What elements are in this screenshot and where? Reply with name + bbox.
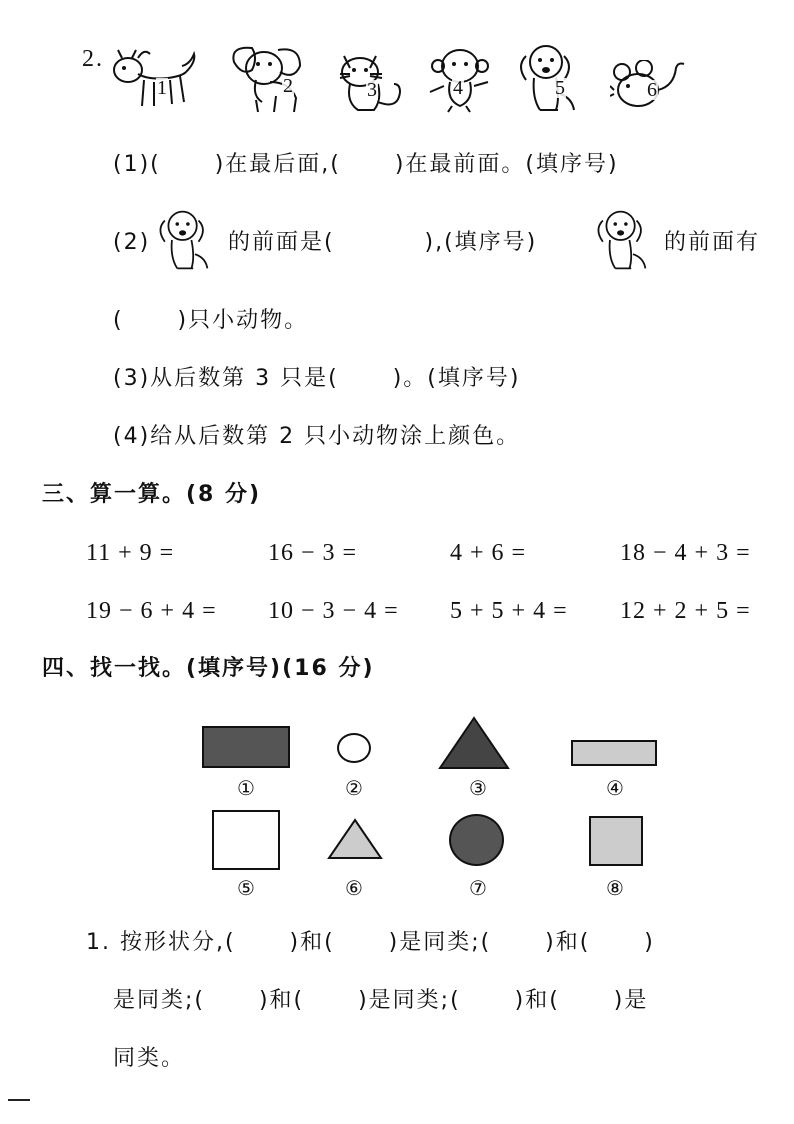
- section-4-title: 四、找一找。(填序号)(16 分): [42, 656, 375, 681]
- label-2: ②: [345, 776, 363, 800]
- q2-line-2b: 的前面是( ),(填序号): [228, 230, 538, 255]
- label-6: ⑥: [345, 876, 363, 900]
- animal-2: [226, 44, 314, 116]
- q4-1-line-1: 1. 按形状分,( )和( )是同类;( )和( ): [86, 930, 655, 955]
- expr-2-4: 12 + 2 + 5 =: [620, 598, 751, 624]
- label-5: ⑤: [237, 876, 255, 900]
- question-number: 2.: [82, 46, 104, 72]
- animal-number-3: 3: [367, 79, 377, 101]
- shape-6-light-triangle: [327, 818, 383, 860]
- expr-1-3: 4 + 6 =: [450, 540, 527, 566]
- label-8: ⑧: [606, 876, 624, 900]
- animal-5: [516, 42, 586, 114]
- q2-line-1: (1)( )在最后面,( )在最前面。(填序号): [113, 152, 619, 177]
- q2-line-2a: (2): [113, 230, 151, 255]
- expr-1-2: 16 − 3 =: [268, 540, 358, 566]
- dog-icon: [156, 208, 218, 272]
- animal-6: [610, 60, 690, 114]
- horse-icon: [108, 44, 200, 114]
- animal-number-4: 4: [453, 77, 463, 99]
- shape-1-dark-rectangle: [202, 726, 290, 768]
- label-1: ①: [237, 776, 255, 800]
- animal-number-1: 1: [157, 77, 167, 99]
- expr-1-1: 11 + 9 =: [86, 540, 175, 566]
- q4-1-line-3: 同类。: [113, 1046, 186, 1071]
- animal-4: [428, 44, 500, 114]
- expr-1-4: 18 − 4 + 3 =: [620, 540, 751, 566]
- animal-1: [108, 44, 200, 114]
- shape-2-white-circle: [337, 733, 371, 763]
- label-3: ③: [469, 776, 487, 800]
- dog-icon: [516, 42, 586, 114]
- shape-3-dark-triangle: [438, 716, 510, 770]
- shape-4-light-rectangle: [571, 740, 657, 766]
- elephant-icon: [226, 44, 314, 116]
- label-7: ⑦: [469, 876, 487, 900]
- q2-line-2c: 的前面有: [664, 230, 761, 255]
- expr-2-3: 5 + 5 + 4 =: [450, 598, 568, 624]
- shape-5-white-square: [212, 810, 280, 870]
- q2-line-4: (3)从后数第 3 只是( )。(填序号): [113, 366, 521, 391]
- section-3-title: 三、算一算。(8 分): [42, 482, 262, 507]
- shape-7-dark-ellipse: [449, 814, 504, 866]
- animal-number-2: 2: [283, 75, 293, 97]
- expr-2-2: 10 − 3 − 4 =: [268, 598, 399, 624]
- q2-line-3: ( )只小动物。: [113, 308, 309, 333]
- expr-2-1: 19 − 6 + 4 =: [86, 598, 217, 624]
- q4-1-line-2: 是同类;( )和( )是同类;( )和( )是: [113, 988, 649, 1013]
- shape-8-light-square: [589, 816, 643, 866]
- q2-line-5: (4)给从后数第 2 只小动物涂上颜色。: [113, 424, 521, 449]
- label-4: ④: [606, 776, 624, 800]
- dog-icon-inline-2: [594, 208, 656, 276]
- page-edge-dash: [8, 1099, 30, 1101]
- dog-icon: [594, 208, 656, 272]
- animal-3: [336, 50, 408, 114]
- animal-number-6: 6: [647, 79, 657, 101]
- animal-number-5: 5: [555, 77, 565, 99]
- dog-icon-inline-1: [156, 208, 218, 276]
- monkey-icon: [428, 44, 500, 114]
